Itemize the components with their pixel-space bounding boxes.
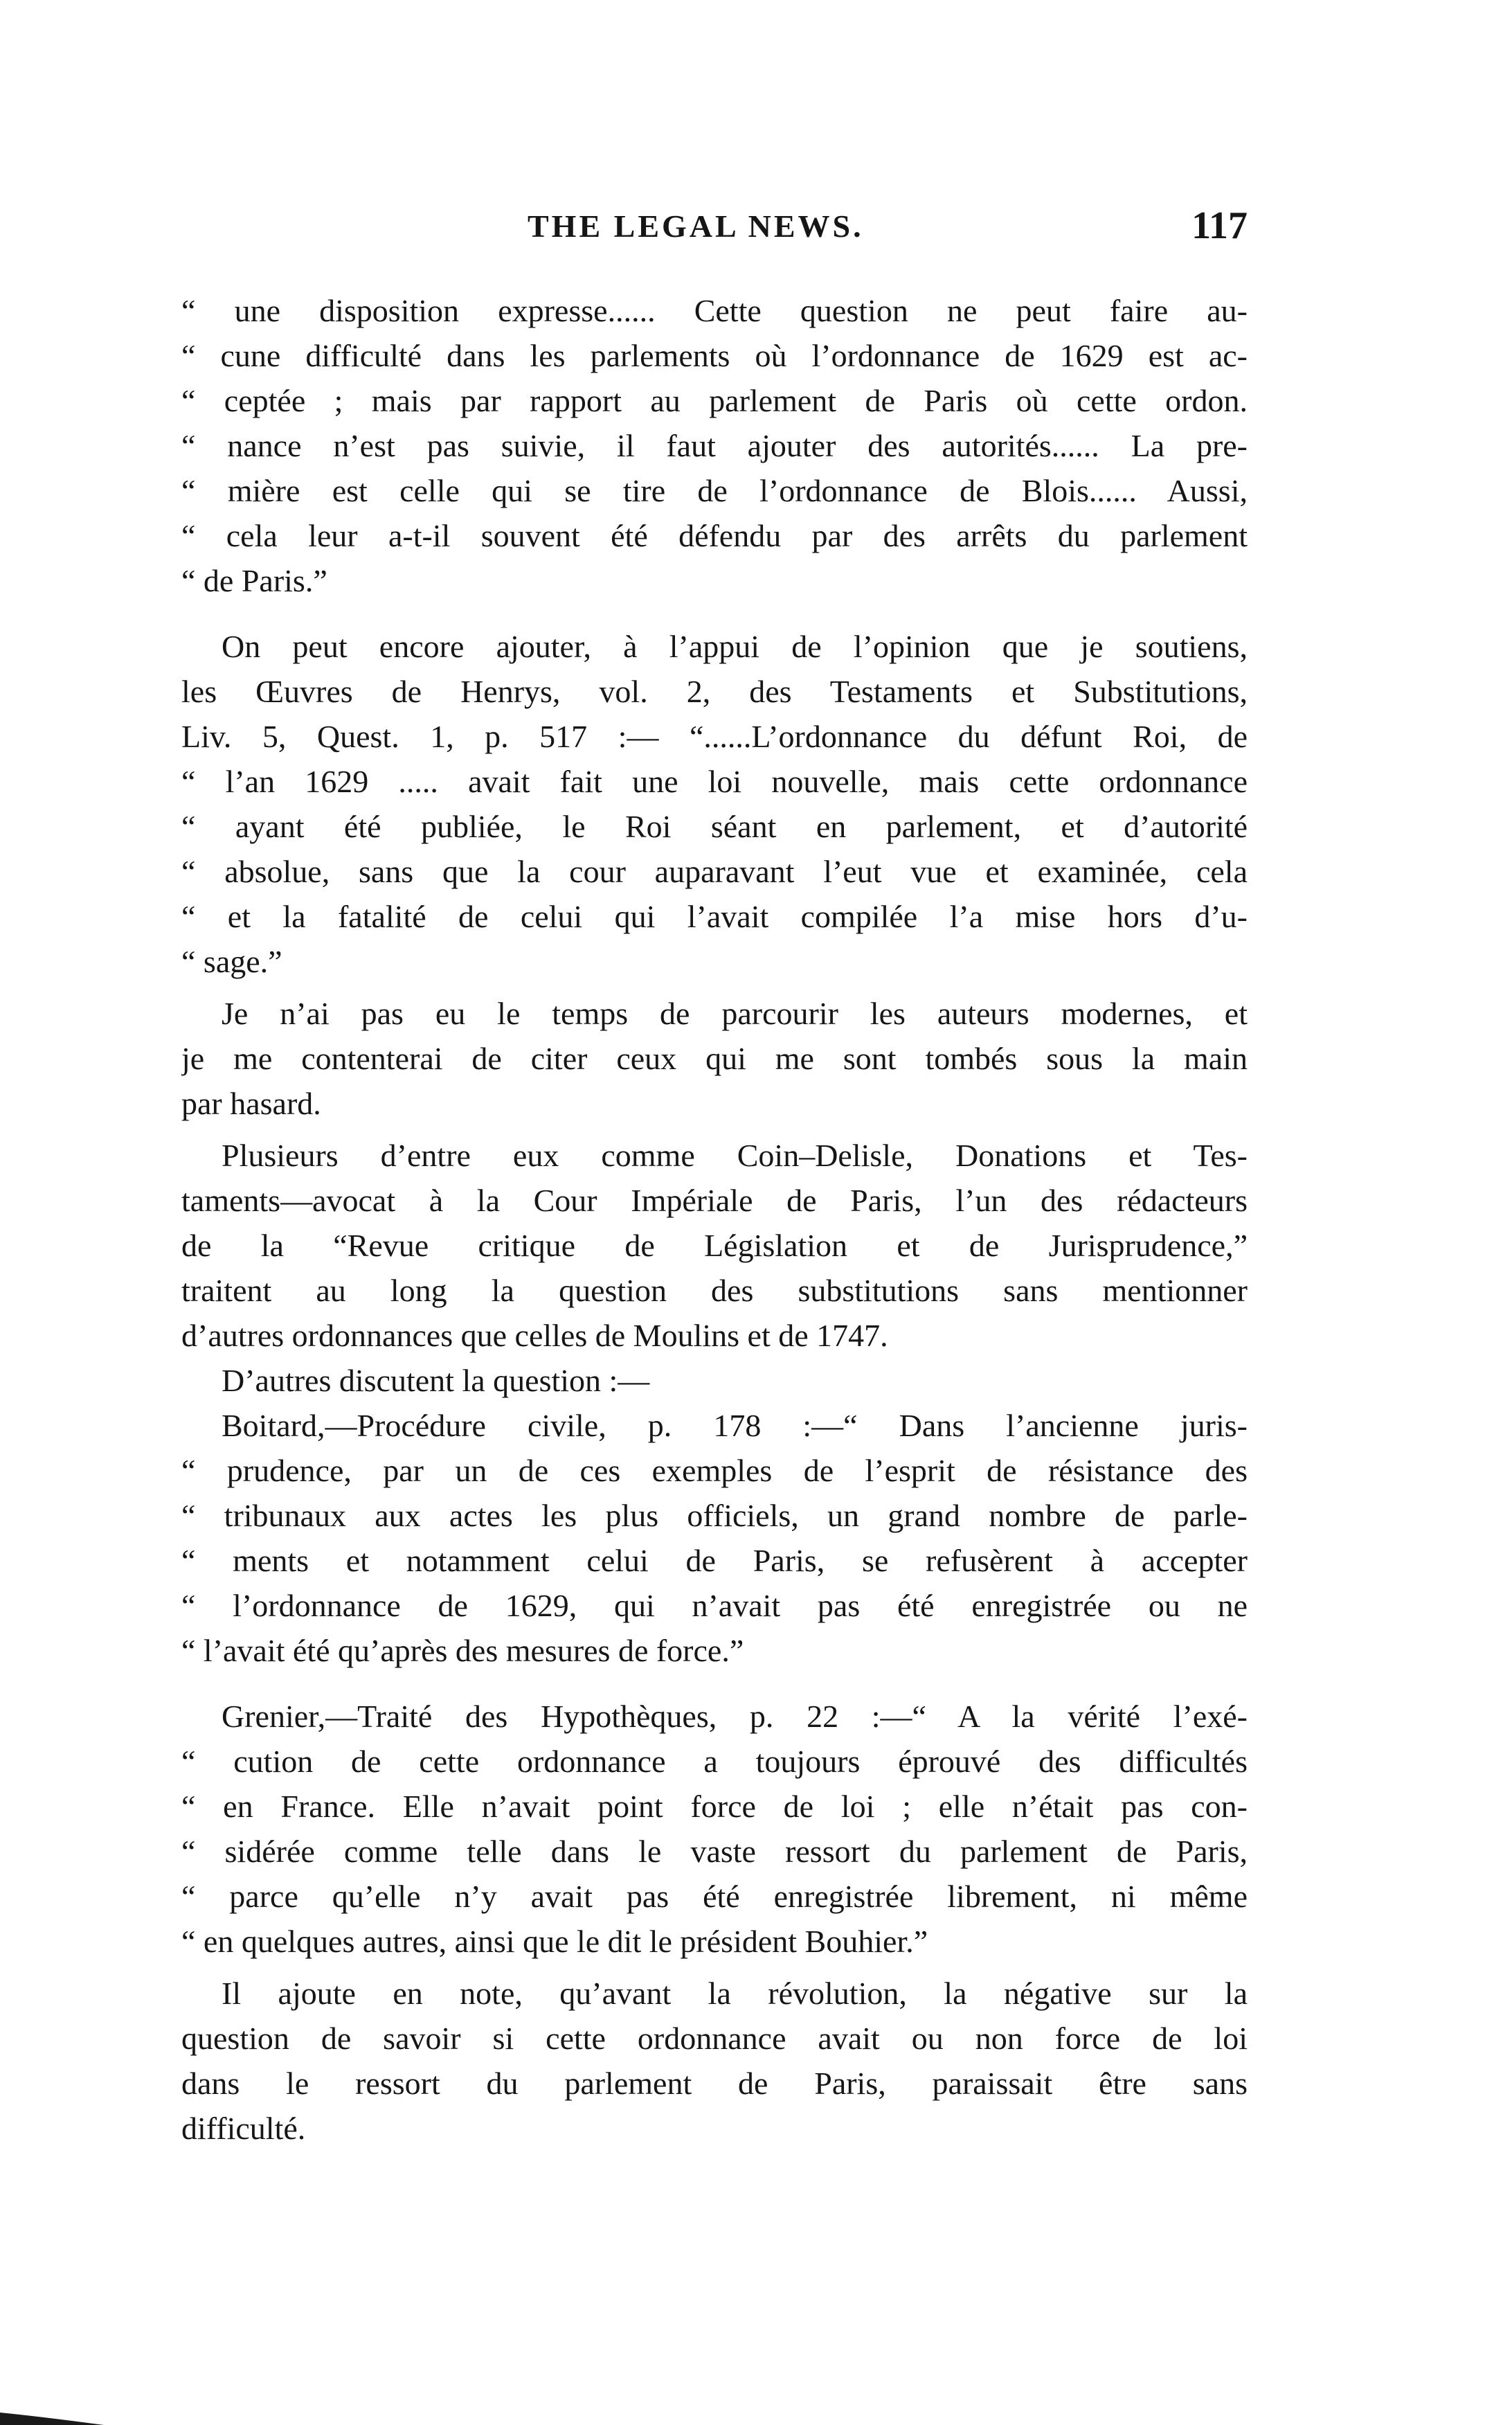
- paragraph: [181, 288, 1248, 603]
- paragraph: [181, 1971, 1248, 2151]
- text-line: traitent au long la question des substitutions sans mentionner: [181, 1273, 1248, 1308]
- paragraph: [181, 624, 1248, 984]
- text-line: “ ayant été publiée, le Roi séant en parlement, et d’autorité: [181, 809, 1248, 844]
- text-line: “ prudence, par un de ces exemples de l’esprit de résistance des: [181, 1453, 1248, 1488]
- text-line: “ une disposition expresse...... Cette question ne peut faire au-: [181, 293, 1248, 328]
- text-line: “ cution de cette ordonnance a toujours éprouvé des difficultés: [181, 1744, 1248, 1779]
- text-line: “ sage.”: [181, 944, 282, 979]
- body-text: [181, 288, 1248, 2151]
- text-line: “ ments et notamment celui de Paris, se refusèrent à accepter: [181, 1543, 1248, 1578]
- paragraph: [181, 1694, 1248, 1964]
- text-line: Plusieurs d’entre eux comme Coin–Delisle, Donations et Tes-: [222, 1138, 1248, 1173]
- text-line: dans le ressort du parlement de Paris, paraissait être sans: [181, 2066, 1248, 2101]
- paragraph: [181, 1403, 1248, 1673]
- text-line: “ sidérée comme telle dans le vaste ressort du parlement de Paris,: [181, 1834, 1248, 1869]
- text-line: “ tribunaux aux actes les plus officiels, un grand nombre de parle-: [181, 1498, 1248, 1533]
- text-line: “ nance n’est pas suivie, il faut ajouter des autorités...... La pre-: [181, 428, 1248, 463]
- text-line: “ l’ordonnance de 1629, qui n’avait pas été enregistrée ou ne: [181, 1588, 1248, 1623]
- text-line: taments—avocat à la Cour Impériale de Paris, l’un des rédacteurs: [181, 1183, 1248, 1218]
- text-line: les Œuvres de Henrys, vol. 2, des Testaments et Substitutions,: [181, 674, 1248, 709]
- text-line: D’autres discutent la question :—: [222, 1363, 650, 1398]
- text-line: Je n’ai pas eu le temps de parcourir les auteurs modernes, et: [222, 996, 1248, 1031]
- text-line: “ l’avait été qu’après des mesures de force.”: [181, 1633, 744, 1668]
- paragraph: [181, 991, 1248, 1126]
- text-line: “ parce qu’elle n’y avait pas été enregistrée librement, ni même: [181, 1879, 1248, 1914]
- text-line: de la “Revue critique de Législation et de Jurisprudence,”: [181, 1228, 1248, 1263]
- text-line: Il ajoute en note, qu’avant la révolution, la négative sur la: [222, 1976, 1248, 2011]
- text-line: On peut encore ajouter, à l’appui de l’opinion que je soutiens,: [222, 629, 1248, 664]
- text-line: “ ceptée ; mais par rapport au parlement de Paris où cette ordon.: [181, 383, 1248, 418]
- text-line: “ mière est celle qui se tire de l’ordonnance de Blois...... Aussi,: [181, 473, 1248, 508]
- text-line: d’autres ordonnances que celles de Moulins et de 1747.: [181, 1318, 888, 1353]
- paragraph: [181, 1358, 1248, 1403]
- text-line: je me contenterai de citer ceux qui me sont tombés sous la main: [181, 1041, 1248, 1076]
- text-line: “ l’an 1629 ..... avait fait une loi nouvelle, mais cette ordonnance: [181, 764, 1248, 799]
- text-line: Grenier,—Traité des Hypothèques, p. 22 :—“ A la vérité l’exé-: [222, 1699, 1248, 1734]
- text-line: question de savoir si cette ordonnance avait ou non force de loi: [181, 2021, 1248, 2056]
- paragraph: [181, 1133, 1248, 1358]
- text-line: “ en France. Elle n’avait point force de loi ; elle n’était pas con-: [181, 1789, 1248, 1824]
- page-header: [181, 204, 1248, 263]
- page-number: 117: [1191, 204, 1248, 247]
- text-line: Boitard,—Procédure civile, p. 178 :—“ Dans l’ancienne juris-: [222, 1408, 1248, 1443]
- text-line: “ et la fatalité de celui qui l’avait compilée l’a mise hors d’u-: [181, 899, 1248, 934]
- text-line: “ absolue, sans que la cour auparavant l’eut vue et examinée, cela: [181, 854, 1248, 889]
- text-line: Liv. 5, Quest. 1, p. 517 :— “......L’ordonnance du défunt Roi, de: [181, 719, 1248, 754]
- scan-edge-mark: [0, 2404, 104, 2425]
- text-line: “ de Paris.”: [181, 563, 327, 598]
- text-line: “ cune difficulté dans les parlements où l’ordonnance de 1629 est ac-: [181, 338, 1248, 373]
- text-line: “ en quelques autres, ainsi que le dit le président Bouhier.”: [181, 1924, 928, 1959]
- text-line: difficulté.: [181, 2111, 306, 2146]
- running-title: THE LEGAL NEWS.: [528, 208, 864, 244]
- text-line: par hasard.: [181, 1086, 321, 1121]
- text-line: “ cela leur a-t-il souvent été défendu par des arrêts du parlement: [181, 518, 1248, 553]
